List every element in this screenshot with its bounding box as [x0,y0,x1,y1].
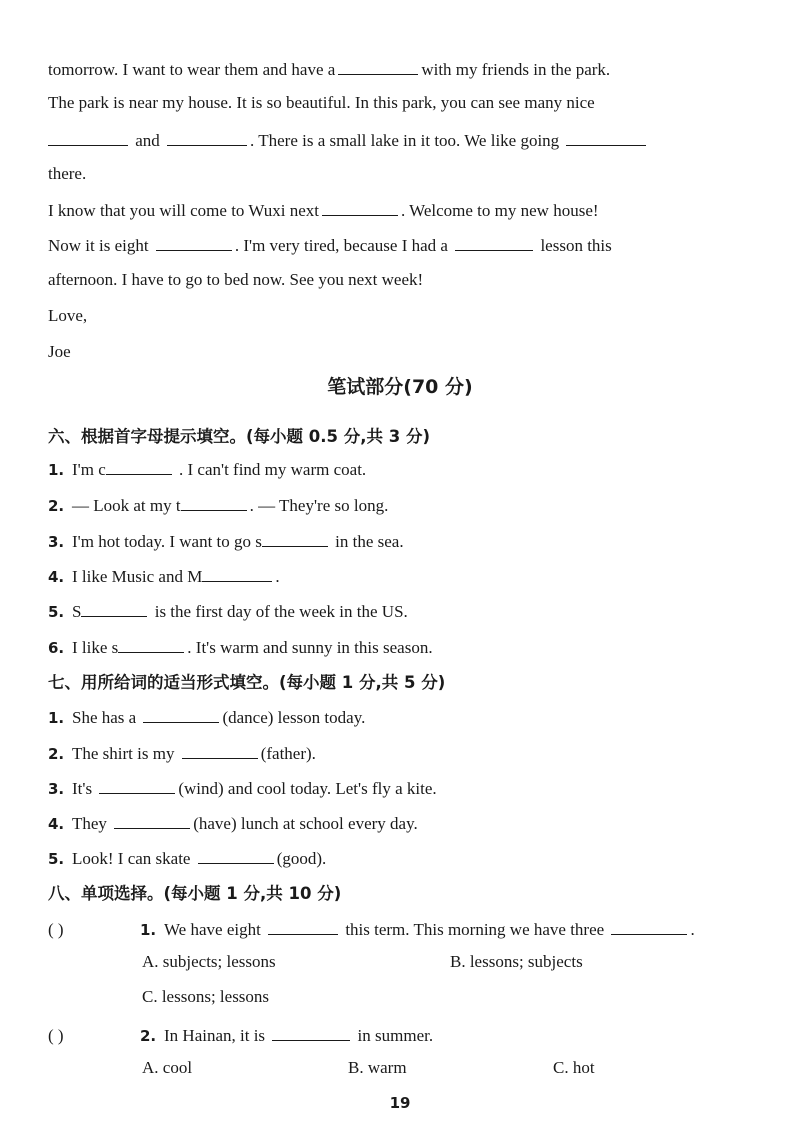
answer-blank[interactable] [322,197,398,216]
answer-blank[interactable] [566,127,646,146]
answer-blank[interactable] [48,127,128,146]
s8-question-1: ( ) 1. We have eight this term. This morning we have three . [48,916,695,942]
answer-blank[interactable] [202,563,272,582]
letter-line-2: The park is near my house. It is so beautiful. In this park, you can see many nice [48,93,595,112]
letter-line-3: and . There is a small lake in it too. We like going [48,127,649,153]
section-6-heading: 六、根据首字母提示填空。(每小题 0.5 分,共 3 分) [48,427,431,446]
s8-question-2: ( ) 2. In Hainan, it is in summer. [48,1022,433,1048]
s6-item-6: 6. I like s . It's warm and sunny in this season. [48,634,433,660]
answer-blank[interactable] [106,456,172,475]
answer-blank[interactable] [81,598,147,617]
letter-line-1: tomorrow. I want to wear them and have a with my friends in the park. [48,56,610,82]
answer-paren[interactable]: ( ) [48,920,64,939]
s8-q1-option-c: C. lessons; lessons [142,987,270,1006]
answer-blank[interactable] [611,916,687,935]
answer-blank[interactable] [114,810,190,829]
section-7-heading: 七、用所给词的适当形式填空。(每小题 1 分,共 5 分) [48,673,446,692]
answer-blank[interactable] [143,704,219,723]
answer-blank[interactable] [167,127,247,146]
s7-item-4: 4. They (have) lunch at school every day. [48,810,418,836]
answer-blank[interactable] [156,232,232,251]
s8-q2-option-c: C. hot [553,1058,595,1077]
s8-q2-option-a: A. cool [142,1058,193,1077]
letter-line-5: I know that you will come to Wuxi next . Welcome to my new house! [48,197,599,223]
s8-q1-option-b: B. lessons; subjects [450,952,583,971]
s6-item-2: 2. — Look at my t . — They're so long. [48,492,388,518]
section-8-heading: 八、单项选择。(每小题 1 分,共 10 分) [48,884,342,903]
s8-q2-option-b: B. warm [348,1058,407,1077]
page-number: 19 [389,1094,411,1112]
answer-paren[interactable]: ( ) [48,1026,64,1045]
answer-blank[interactable] [99,775,175,794]
s7-item-5: 5. Look! I can skate (good). [48,845,326,871]
answer-blank[interactable] [182,740,258,759]
letter-closing: Love, [48,306,88,325]
answer-blank[interactable] [268,916,338,935]
s6-item-4: 4. I like Music and M . [48,563,280,589]
letter-line-7: afternoon. I have to go to bed now. See you next week! [48,270,424,289]
letter-line-4: there. [48,164,87,183]
answer-blank[interactable] [262,528,328,547]
letter-signature: Joe [48,342,71,361]
answer-blank[interactable] [272,1022,350,1041]
s7-item-3: 3. It's (wind) and cool today. Let's fly a kite. [48,775,437,801]
answer-blank[interactable] [338,56,418,75]
s6-item-1: 1. I'm c . I can't find my warm coat. [48,456,366,482]
answer-blank[interactable] [198,845,274,864]
s7-item-1: 1. She has a (dance) lesson today. [48,704,365,730]
answer-blank[interactable] [455,232,533,251]
written-part-title: 笔试部分(70 分) [327,376,473,398]
s6-item-3: 3. I'm hot today. I want to go s in the sea. [48,528,404,554]
answer-blank[interactable] [181,492,247,511]
s6-item-5: 5. S is the first day of the week in the US. [48,598,408,624]
answer-blank[interactable] [118,634,184,653]
letter-line-6: Now it is eight . I'm very tired, because I had a lesson this [48,232,612,258]
s8-q1-option-a: A. subjects; lessons [142,952,276,971]
s7-item-2: 2. The shirt is my (father). [48,740,316,766]
